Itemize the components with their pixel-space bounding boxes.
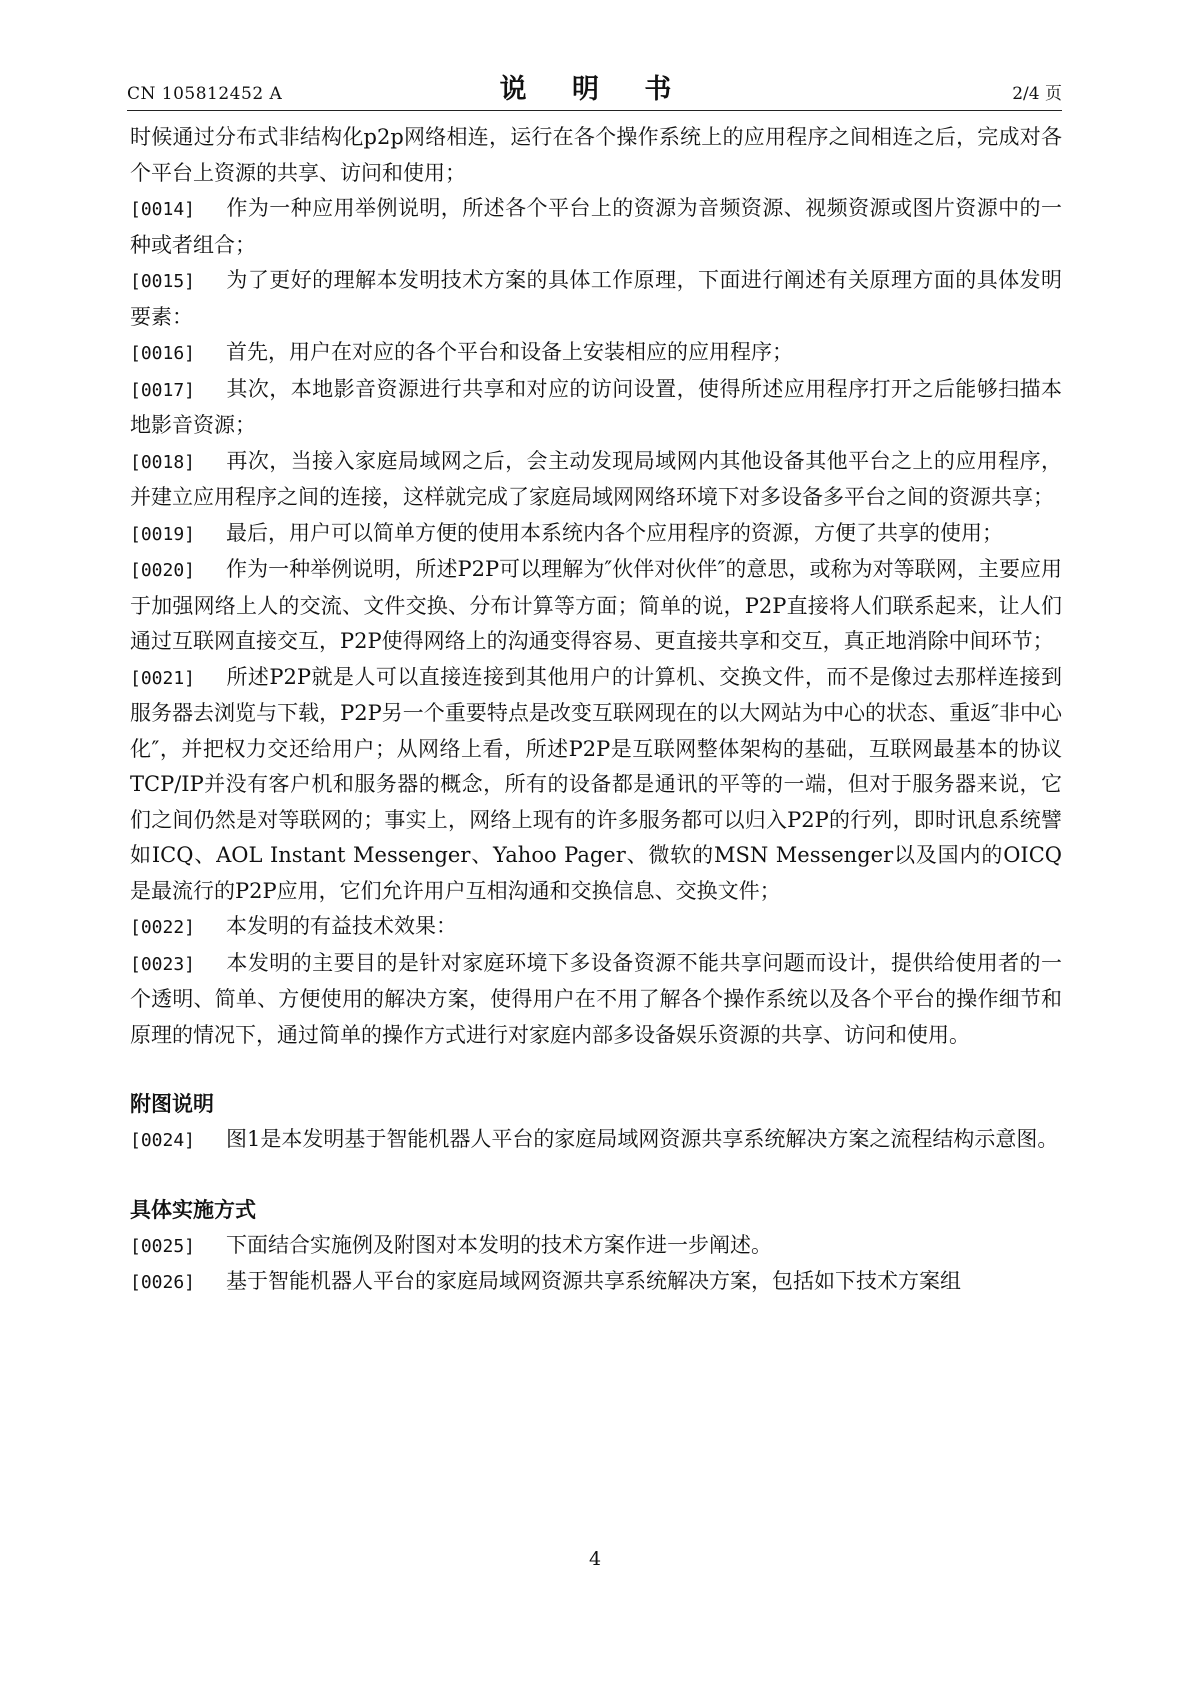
paragraph-number: [0017] xyxy=(130,379,196,401)
header-rule xyxy=(127,110,1062,111)
paragraph-number: [0026] xyxy=(130,1272,196,1293)
section-heading-embodiments: 具体实施方式 xyxy=(130,1197,256,1222)
paragraph: 时候通过分布式非结构化p2p网络相连，运行在各个操作系统上的应用程序之间相连之后，完成对各个平台上资源的共享、访问和使用； xyxy=(130,125,1062,185)
paragraph-number: [0021] xyxy=(130,667,196,689)
paragraph: [0026] 基于智能机器人平台的家庭局域网资源共享系统解决方案，包括如下技术方案组 xyxy=(130,1264,1062,1301)
page-header xyxy=(127,64,1062,110)
paragraph-number: [0014] xyxy=(130,199,196,220)
paragraph-number: [0018] xyxy=(130,451,196,473)
page-of-count: 2/4 页 xyxy=(1012,84,1062,104)
paragraph-number: [0023] xyxy=(130,953,196,975)
paragraph-number: [0024] xyxy=(130,1130,196,1151)
paragraph: [0025] 下面结合实施例及附图对本发明的技术方案作进一步阐述。 xyxy=(130,1228,1062,1265)
paragraph-number: [0025] xyxy=(130,1235,196,1257)
section-heading-figures: 附图说明 xyxy=(130,1092,214,1116)
paragraph: [0017] 其次，本地影音资源进行共享和对应的访问设置，使得所述应用程序打开之后能够扫描本地影音资源； xyxy=(130,372,1062,444)
paragraph: [0016] 首先，用户在对应的各个平台和设备上安装相应的应用程序； xyxy=(130,335,1062,372)
paragraph: [0019] 最后，用户可以简单方便的使用本系统内各个应用程序的资源，方便了共享的使用； xyxy=(130,516,1062,553)
page-number: 4 xyxy=(588,1548,602,1570)
paragraph-number: [0015] xyxy=(130,271,196,292)
paragraph-number: [0016] xyxy=(130,343,196,364)
paragraph-number: [0022] xyxy=(130,917,196,938)
section-gap xyxy=(130,1159,1062,1193)
paragraph: [0015] 为了更好的理解本发明技术方案的具体工作原理，下面进行阐述有关原理方面的具体发明要素： xyxy=(130,263,1062,335)
paragraph: [0024] 图1是本发明基于智能机器人平台的家庭局域网资源共享系统解决方案之流程结构示意图。 xyxy=(130,1122,1062,1159)
paragraph-number: [0020] xyxy=(130,560,196,581)
paragraph: [0023] 本发明的主要目的是针对家庭环境下多设备资源不能共享问题而设计，提供给使用者的一个透明、简单、方便使用的解决方案，使得用户在不用了解各个操作系统以及各个平台的操作细节和原理的情况下，通过简单的操作方式进行对家庭内部多设备娱乐资源的共享、访问和使用。 xyxy=(130,946,1062,1054)
patent-number: CN 105812452 A xyxy=(127,84,283,104)
paragraph: [0020] 作为一种举例说明，所述P2P可以理解为″伙伴对伙伴″的意思，或称为对等联网，主要应用于加强网络上人的交流、文件交换、分布计算等方面；简单的说，P2P直接将人们联系起来，让人们通过互联网直接交互，P2P使得网络上的沟通变得容易、更直接共享和交互，真正地消除中间环节； xyxy=(130,552,1062,660)
paragraph: [0022] 本发明的有益技术效果： xyxy=(130,909,1062,946)
section-gap xyxy=(130,1053,1062,1087)
document-title: 说 明 书 xyxy=(499,74,690,105)
paragraph: [0021] 所述P2P就是人可以直接连接到其他用户的计算机、交换文件，而不是像过去那样连接到服务器去浏览与下载，P2P另一个重要特点是改变互联网现在的以大网站为中心的状态、重返″非中心化″，并把权力交还给用户；从网络上看，所述P2P是互联网整体架构的基础，互联网最基本的协议TCP/IP并没有客户机和服务器的概念，所有的设备都是通讯的平等的一端，但对于服务器来说，它们之间仍然是对等联网的；事实上，网络上现有的许多服务都可以归入P2P的行列，即时讯息系统譬如ICQ、AOL Instant Messenger、Yahoo Pager、微软的MSN Messenger以及国内的OICQ是最流行的P2P应用，它们允许用户互相沟通和交换信息、交换文件； xyxy=(130,660,1062,910)
paragraph: [0018] 再次，当接入家庭局域网之后，会主动发现局域网内其他设备其他平台之上的应用程序，并建立应用程序之间的连接，这样就完成了家庭局域网网络环境下对多设备多平台之间的资源共享； xyxy=(130,444,1062,516)
document-body xyxy=(130,120,1062,1301)
paragraph: [0014] 作为一种应用举例说明，所述各个平台上的资源为音频资源、视频资源或图片资源中的一种或者组合； xyxy=(130,191,1062,263)
paragraph-number: [0019] xyxy=(130,523,196,545)
